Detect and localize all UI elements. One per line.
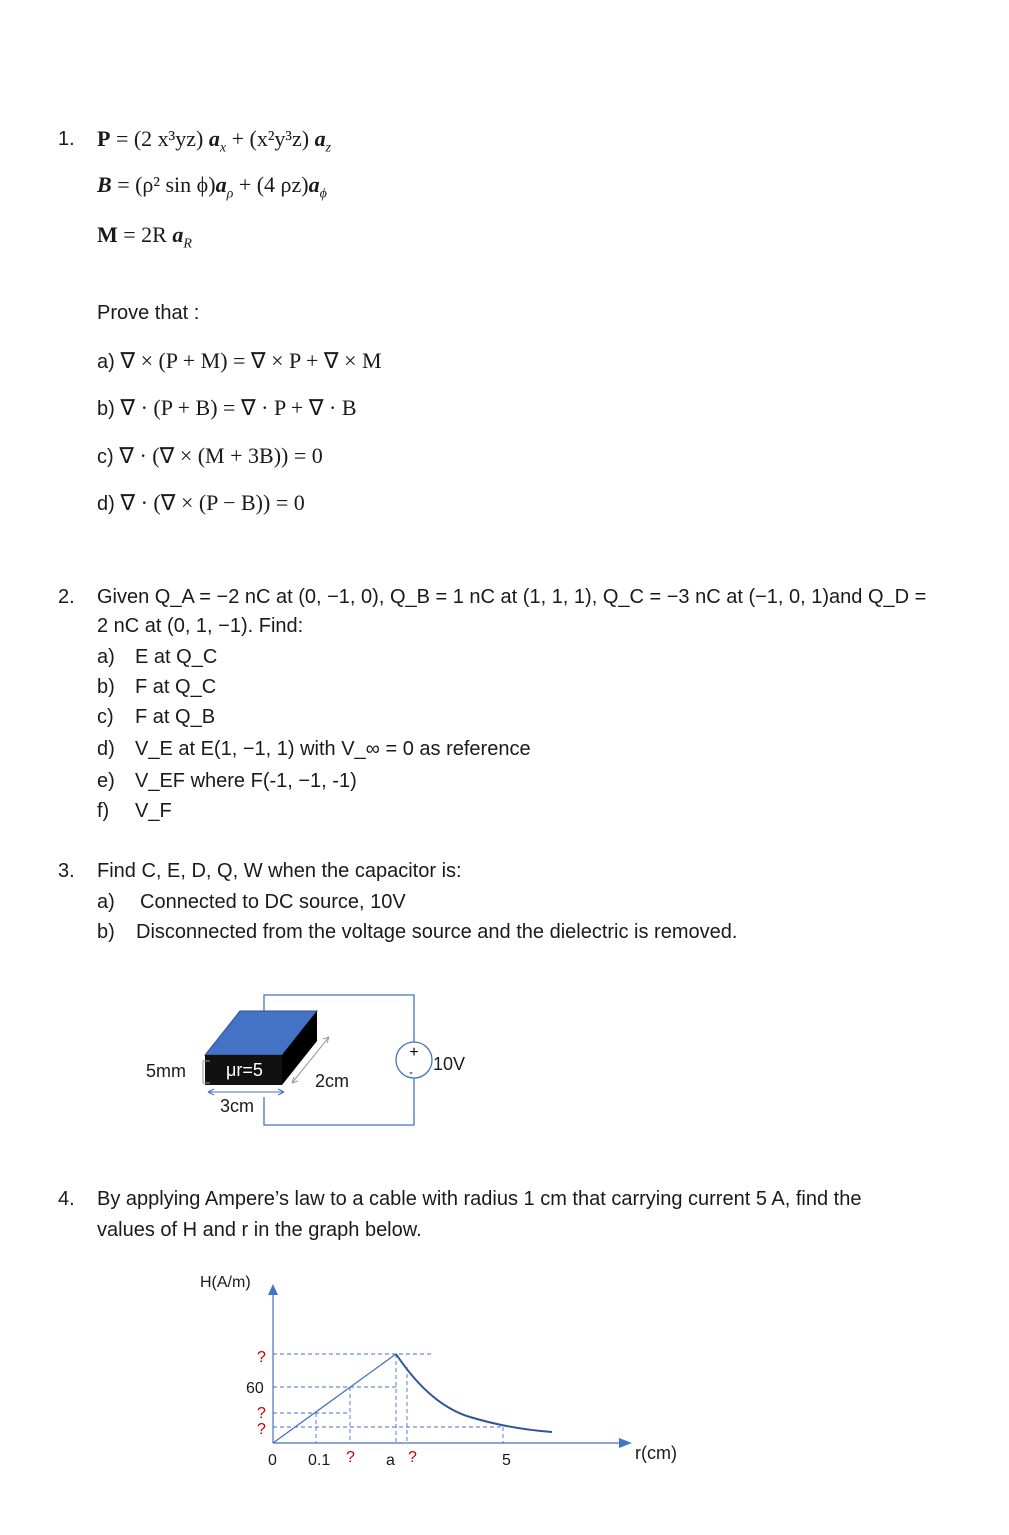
q2-part-f: f) V_F (97, 800, 172, 822)
q1-part-c: c) ∇ · (∇ × (M + 3B)) = 0 (97, 443, 323, 468)
q2-part-d: d) V_E at E(1, −1, 1) with V_∞ = 0 as reference (97, 738, 531, 760)
q2-line1: Given Q_A = −2 nC at (0, −1, 0), Q_B = 1 nC at (1, 1, 1), Q_C = −3 nC at (−1, 0, 1)and Q_D = (97, 586, 927, 608)
source-plus: + (409, 1044, 419, 1061)
x-tick-a: a (386, 1452, 395, 1469)
q1-eq-M: M = 2R $a_R$ (97, 222, 192, 252)
q4-line2: values of H and r in the graph below. (97, 1219, 422, 1241)
x-tick-0.1: 0.1 (308, 1452, 331, 1469)
h-linear-rise (273, 1354, 396, 1443)
y-tick-q1: ? (257, 1349, 266, 1366)
q3-part-b: b) Disconnected from the voltage source and the dielectric is removed. (97, 921, 738, 943)
x-tick-q1: ? (346, 1449, 355, 1466)
x-tick-q2: ? (408, 1449, 417, 1466)
q1-part-d: d) ∇ · (∇ × (P − B)) = 0 (97, 490, 305, 515)
q1-eq-B: B = (ρ² $\sin \phi)a_\rho + (4$ $\rho z)a_\phi$ (97, 172, 327, 202)
q1-eq-P: P = (2 x³yz) $a_x + (x^2y^3z)$ $a_z$ (97, 126, 332, 156)
q2-part-c: c) F at Q_B (97, 706, 216, 728)
y-tick-q2: ? (257, 1405, 266, 1422)
label-10v: 10V (433, 1054, 466, 1074)
prove-that-label: Prove that : (97, 302, 200, 324)
q2-part-b: b) F at Q_C (97, 676, 217, 698)
q3-part-a: a) Connected to DC source, 10V (97, 891, 406, 913)
q1-part-b: b) ∇ · (P + B) = ∇ · P + ∇ · B (97, 395, 357, 420)
q2-part-e: e) V_EF where F(-1, −1, -1) (97, 770, 357, 792)
label-5mm: 5mm (146, 1061, 186, 1081)
label-2cm: 2cm (315, 1071, 350, 1091)
q3-text: Find C, E, D, Q, W when the capacitor is: (97, 860, 462, 882)
h-decay-curve (396, 1354, 552, 1432)
x-axis-arrowhead (619, 1438, 632, 1448)
q2-number: 2. (58, 586, 75, 608)
y-tick-60: 60 (246, 1380, 264, 1397)
q2-part-a: a) E at Q_C (97, 646, 218, 668)
q4-line1: By applying Ampere’s law to a cable with radius 1 cm that carrying current 5 A, find the (97, 1188, 862, 1210)
q2-line2: 2 nC at (0, 1, −1). Find: (97, 615, 304, 637)
y-axis-label: H(A/m) (200, 1274, 251, 1291)
x-tick-5: 5 (502, 1452, 511, 1469)
y-axis-arrowhead (268, 1284, 278, 1295)
source-minus: - (409, 1065, 413, 1079)
x-tick-0: 0 (268, 1452, 277, 1469)
y-tick-q3: ? (257, 1421, 266, 1438)
q1-number: 1. (58, 128, 75, 150)
label-3cm: 3cm (220, 1096, 255, 1116)
x-axis-label: r(cm) (635, 1443, 677, 1463)
capacitor-figure (130, 985, 490, 1135)
q3-number: 3. (58, 860, 75, 882)
q4-number: 4. (58, 1188, 75, 1210)
h-vs-r-graph (190, 1265, 700, 1480)
guide-lines (273, 1354, 503, 1443)
label-mu-r: μr=5 (226, 1060, 263, 1080)
q1-part-a: a) ∇ × (P + M) = ∇ × P + ∇ × M (97, 348, 382, 373)
